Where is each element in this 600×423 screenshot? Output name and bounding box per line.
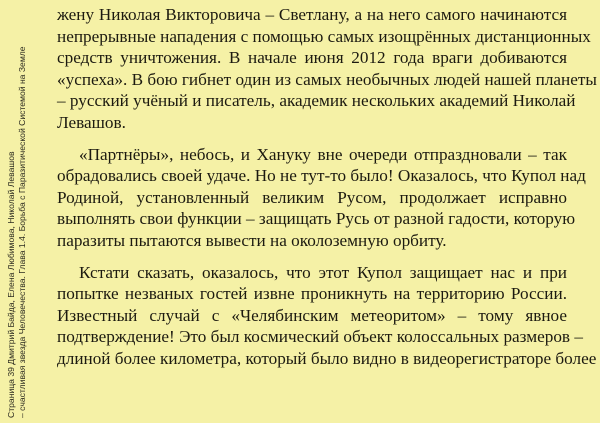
paragraph-line: жену Николая Викторовича – Светлану, а на него самого начинаются bbox=[57, 5, 567, 24]
side-caption-line-2: – счастливая звезда Человечества. Глава 1.4. Борьба с Паразитической Системой на Земле bbox=[16, 46, 27, 418]
body-text bbox=[57, 4, 597, 380]
side-caption-line-1: Страница 39 Дмитрий Байда, Елена Любимова, Николай Левашов bbox=[6, 151, 16, 418]
paragraph-2 bbox=[57, 144, 586, 252]
side-caption bbox=[0, 0, 50, 423]
paragraph-1 bbox=[57, 4, 597, 134]
paragraph-3 bbox=[57, 262, 597, 370]
paragraph-line: Кстати сказать, оказалось, что этот Купол защищает нас и при bbox=[79, 262, 567, 282]
paragraph-line: – русский учёный и писатель, академик нескольких академий Николай bbox=[57, 91, 576, 111]
paragraph-line: Известный случай с «Челябинским метеоритом» – тому явное bbox=[57, 305, 567, 325]
paragraph-line: подтверждение! Это был космический объект колоссальных размеров – bbox=[57, 327, 583, 347]
side-caption-rotated bbox=[6, 4, 27, 418]
paragraph-line: выполнять свои функции – защищать Русь от разной гадости, которую bbox=[57, 209, 576, 229]
paragraph-line: попытке незваных гостей извне проникнуть на территорию России. bbox=[57, 284, 567, 304]
paragraph-line: «успеха». В бою гибнет один из самых необычных людей нашей планеты bbox=[57, 69, 597, 89]
paragraph-line: Родиной, установленный великим Русом, продолжает исправно bbox=[57, 187, 567, 207]
paragraph-line: «Партнёры», небось, и Хануку вне очереди отпраздновали – так bbox=[79, 144, 567, 164]
paragraph-line: длиной более километра, который было видно в видеорегистраторе более bbox=[57, 348, 597, 368]
paragraph-line: средств уничтожения. В начале июня 2012 года враги добиваются bbox=[57, 48, 567, 68]
paragraph-line: Левашов. bbox=[57, 112, 126, 132]
paragraph-line: непрерывные нападения с помощью самых изощрённых дистанционных bbox=[57, 26, 591, 46]
paragraph-line: обрадовались своей удаче. Но не тут-то было! Оказалось, что Купол над bbox=[57, 166, 586, 186]
paragraph-line: паразиты пытаются вывести на околоземную орбиту. bbox=[57, 230, 447, 250]
